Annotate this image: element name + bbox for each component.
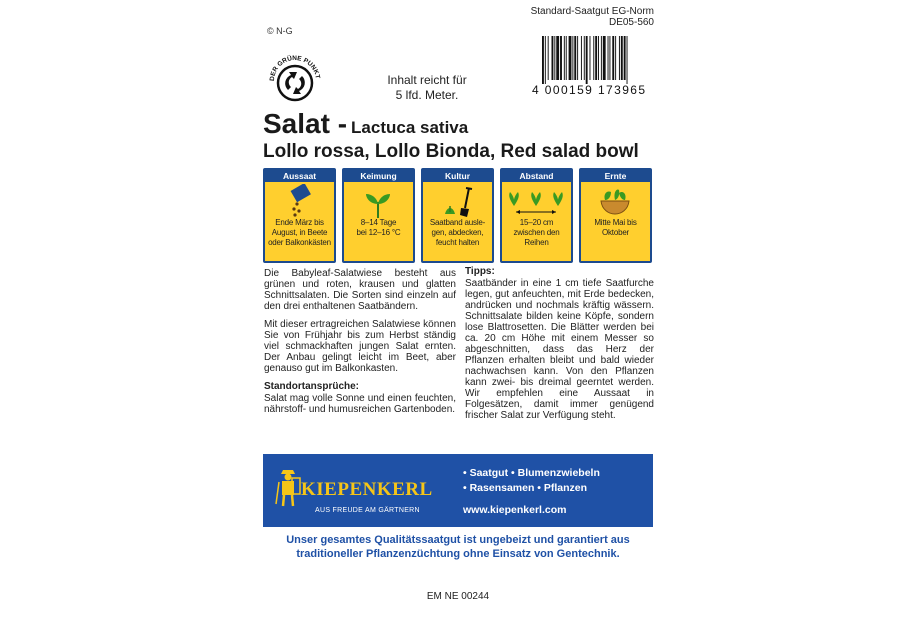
standard-label [520, 6, 654, 28]
barcode-bar [601, 36, 602, 80]
barcode-bar [612, 36, 614, 80]
card-text-line: gen, abdecken, [431, 228, 484, 237]
card-text-line: Oktober [601, 228, 630, 237]
product-range [463, 466, 600, 496]
product-range-line: • Saatgut • Blumenzwiebeln [463, 467, 600, 479]
barcode-bar [572, 36, 573, 80]
tips-heading: Tipps: [465, 266, 495, 277]
barcode-bar [548, 36, 549, 80]
quality-statement [263, 533, 653, 561]
location-heading: Standortansprüche: [264, 381, 360, 392]
card-text-line: Reihen [524, 238, 549, 247]
barcode-bar [595, 36, 597, 80]
card-ernte [579, 168, 652, 263]
product-varieties: Lollo rossa, Lollo Bionda, Red salad bowl [263, 141, 639, 162]
kiepenkerl-banner [263, 454, 653, 527]
product-code: EM NE 00244 [426, 591, 490, 602]
barcode-bar [574, 36, 576, 80]
card-text [504, 218, 569, 248]
card-text [425, 218, 490, 248]
product-latin-name: Lactuca sativa [351, 118, 469, 137]
spade-icon [423, 184, 492, 220]
card-text-line: Saatband ausle- [429, 218, 486, 227]
card-text-line: 8–14 Tage [360, 218, 397, 227]
card-abstand [500, 168, 573, 263]
card-text-line: Ende März bis [275, 218, 324, 227]
card-title: Kultur [423, 170, 492, 182]
barcode-bar [586, 36, 588, 84]
quality-line: Unser gesamtes Qualitätssaatgut ist ungebeizt und garantiert aus [286, 534, 630, 546]
card-title: Aussaat [265, 170, 334, 182]
barcode-bar [621, 36, 623, 80]
barcode-bar [624, 36, 626, 80]
card-title: Abstand [502, 170, 571, 182]
card-text-line: August, in Beete [271, 228, 328, 237]
barcode-bar [593, 36, 594, 80]
logo-text: DER GRÜNE PUNKT [268, 54, 321, 82]
barcode-bar [569, 36, 572, 80]
kiepenkerl-mascot-icon [273, 464, 303, 508]
product-title [263, 108, 468, 140]
barcode-bar [564, 36, 565, 80]
contents-note [372, 73, 482, 103]
barcode-bar [554, 36, 555, 80]
card-text [346, 218, 411, 238]
card-title: Keimung [344, 170, 413, 182]
card-keimung [342, 168, 415, 263]
harvest-bowl-icon [581, 184, 650, 220]
barcode-bar [581, 36, 582, 80]
card-text [583, 218, 648, 238]
standard-line-2: DE05-560 [608, 17, 654, 28]
barcode-bar [609, 36, 610, 80]
card-kultur [421, 168, 494, 263]
contents-line-1: Inhalt reicht für [387, 73, 467, 87]
gruener-punkt-logo [264, 50, 326, 112]
website-link[interactable]: www.kiepenkerl.com [463, 504, 567, 516]
description-column [264, 268, 456, 422]
seed-packet-icon [265, 184, 334, 220]
quality-line: traditioneller Pflanzenzüchtung ohne Einsatz von Gentechnik. [296, 548, 620, 560]
description-paragraph: Mit dieser ertragreichen Salatwiese können Sie von Frühjahr bis zum Herbst ständig viel schmackhaften jungen Salat ernten. Der Anbau gelingt leicht im Beet, aber genauso gut im Balkonkasten. [264, 319, 456, 374]
card-text-line: Mitte Mai bis [594, 218, 637, 227]
barcode-bar [590, 36, 591, 80]
barcode-bar [627, 36, 628, 84]
card-text-line: oder Balkonkästen [268, 238, 331, 247]
barcode-bar [603, 36, 606, 80]
card-aussaat [263, 168, 336, 263]
barcode-bar [542, 36, 544, 84]
cultivation-cards [263, 168, 653, 263]
barcode-bar [577, 36, 578, 80]
barcode-bar [545, 36, 546, 84]
product-name: Salat - [263, 108, 348, 139]
tips-column [465, 266, 654, 428]
seedling-icon [344, 184, 413, 220]
barcode-bar [615, 36, 616, 80]
card-text-line: 15–20 cm [519, 218, 554, 227]
barcode [532, 36, 656, 96]
barcode-bar [608, 36, 609, 80]
barcode-number: 4 000159 173965 [532, 83, 647, 97]
product-range-line: • Rasensamen • Pflanzen [463, 482, 588, 494]
spacing-icon [502, 184, 571, 220]
barcode-bar [598, 36, 599, 80]
barcode-bars [542, 36, 646, 84]
barcode-bar [556, 36, 559, 80]
barcode-bar [552, 36, 554, 80]
barcode-bar [584, 36, 585, 80]
card-text-line: bei 12–16 °C [356, 228, 401, 237]
contents-line-2: 5 lfd. Meter. [395, 88, 459, 102]
location-paragraph: Salat mag volle Sonne und einen feuchten, nährstoff- und humusreichen Gartenboden. [264, 393, 456, 415]
barcode-bar [566, 36, 567, 80]
card-title: Ernte [581, 170, 650, 182]
brand-tagline: AUS FREUDE AM GÄRTNERN [315, 507, 420, 514]
standard-line-1: Standard-Saatgut EG-Norm [530, 6, 654, 17]
copyright-note: © N-G [267, 26, 293, 36]
barcode-bar [560, 36, 562, 80]
barcode-bar [619, 36, 620, 80]
tips-paragraph: Saatbänder in eine 1 cm tiefe Saatfurche legen, gut anfeuchten, mit Erde bedecken, andrücken und nochmals kräftig wässern. Schnittsalate bilden keine Köpfe, sondern lose Blattrosetten. Die Blätter werden bei ca. 20 cm Höhe mit einem Messer so abgeschnitten, dass das Herz der Pflanzen erhalten bleibt und bald wieder nachwachsen kann. Von den Pflanzen kann zwei- bis dreimal geerntet werden. Wir empfehlen eine Aussaat in Folgesätzen, damit immer genügend frischer Salat zur Verfügung steht. [465, 278, 654, 421]
brand-name: KIEPENKERL [301, 479, 433, 500]
card-text-line: feucht halten [435, 238, 480, 247]
card-text-line: zwischen den [513, 228, 560, 237]
card-text [267, 218, 332, 248]
description-paragraph: Die Babyleaf-Salatwiese besteht aus grünen und roten, krausen und glatten Schnittsalaten. Die Sorten sind einzeln auf den drei enthaltenen Saatbändern. [264, 268, 456, 312]
